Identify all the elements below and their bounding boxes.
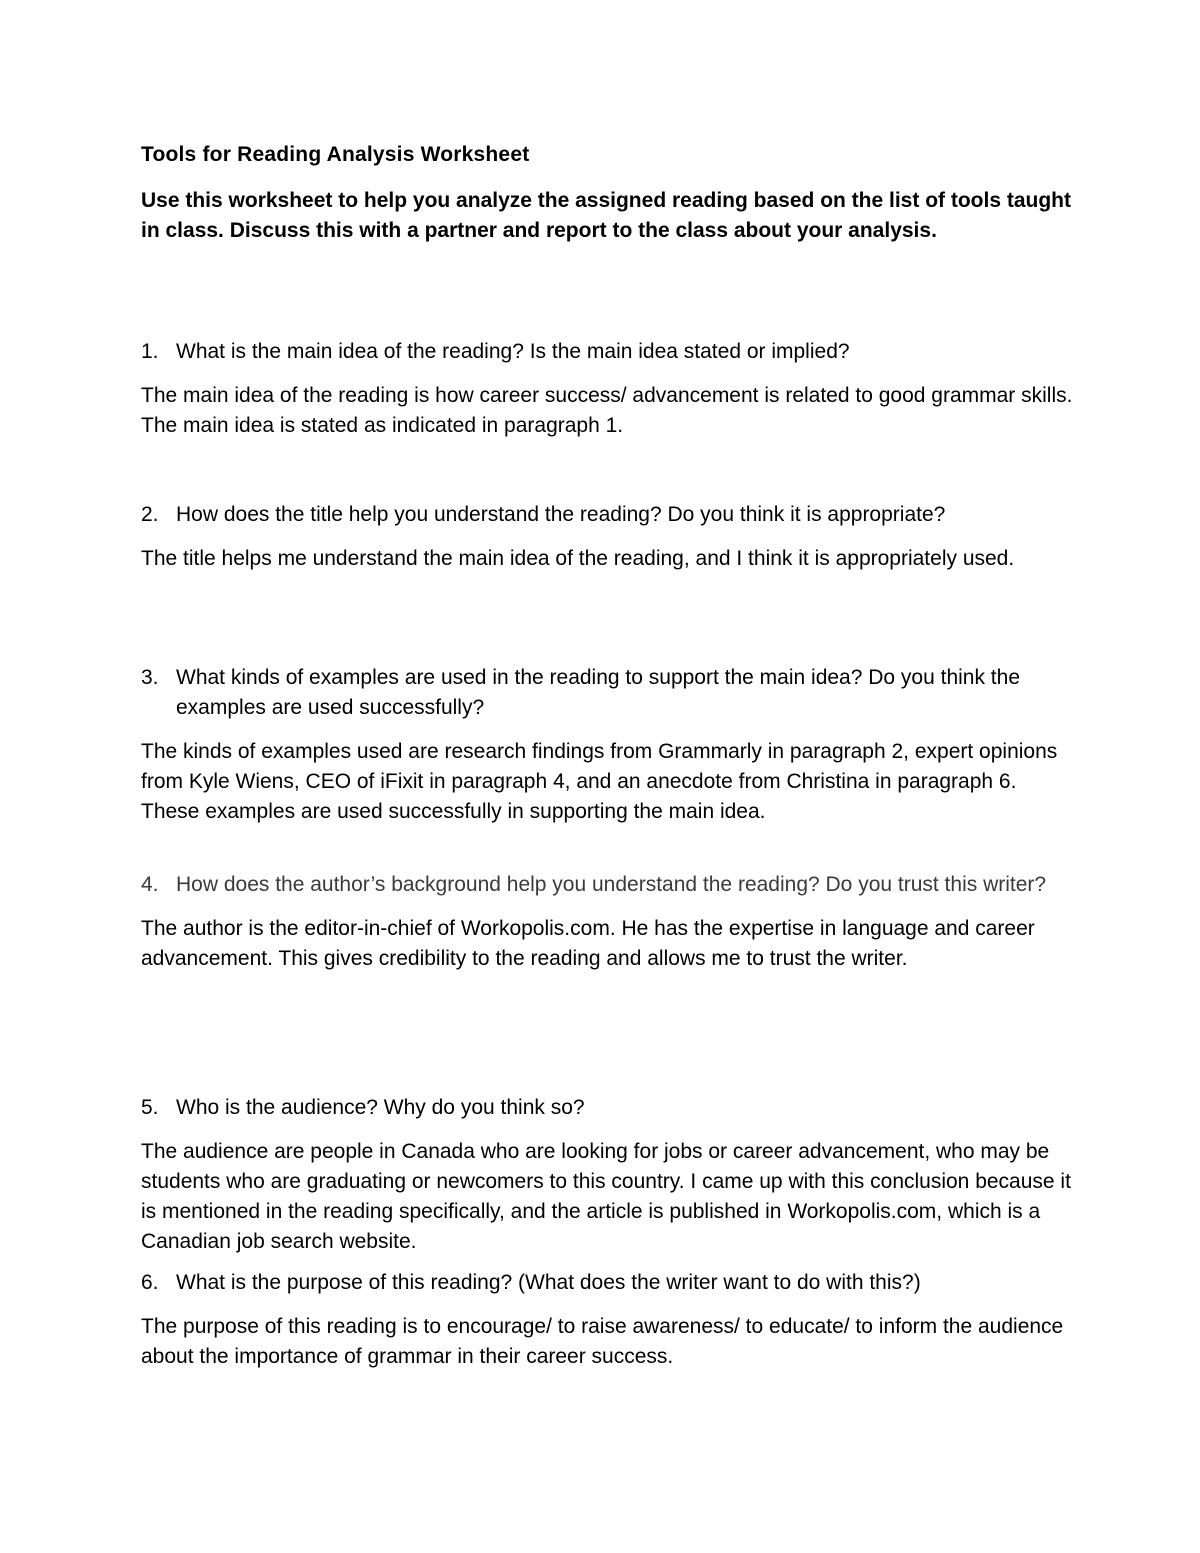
question-number: 1.	[141, 340, 159, 363]
question-block-4	[141, 870, 1076, 974]
question-2	[141, 500, 1076, 530]
question-number: 6.	[141, 1271, 159, 1294]
question-text: What is the purpose of this reading? (What does the writer want to do with this?)	[176, 1271, 921, 1294]
page-title: Tools for Reading Analysis Worksheet	[141, 143, 530, 166]
question-number: 5.	[141, 1096, 159, 1119]
question-block-1	[141, 337, 1076, 441]
question-text: How does the title help you understand the reading? Do you think it is appropriate?	[176, 503, 946, 526]
question-3	[141, 663, 1076, 723]
question-number: 4.	[141, 873, 159, 896]
question-text: How does the author’s background help you understand the reading? Do you trust this writer?	[176, 873, 1047, 896]
instructions: Use this worksheet to help you analyze the assigned reading based on the list of tools taught in class. Discuss this with a partner and report to the class about your analysis.	[141, 189, 1071, 242]
question-text: What kinds of examples are used in the reading to support the main idea? Do you think the examples are used successfully?	[176, 666, 1020, 719]
answer-2: The title helps me understand the main idea of the reading, and I think it is appropriately used.	[141, 547, 1015, 570]
question-block-3	[141, 663, 1076, 827]
answer-5: The audience are people in Canada who are looking for jobs or career advancement, who may be students who are graduating or newcomers to this country. I came up with this conclusion because it is mentioned in the reading specifically, and the article is published in Workopolis.com, which is a Canadian job search website.	[141, 1140, 1071, 1253]
answer-6: The purpose of this reading is to encourage/ to raise awareness/ to educate/ to inform the audience about the importance of grammar in their career success.	[141, 1315, 1064, 1368]
question-block-6	[141, 1268, 1076, 1372]
question-6	[141, 1268, 1076, 1298]
question-4	[141, 870, 1076, 900]
question-text: Who is the audience? Why do you think so?	[176, 1096, 585, 1119]
answer-1: The main idea of the reading is how career success/ advancement is related to good grammar skills. The main idea is stated as indicated in paragraph 1.	[141, 384, 1073, 437]
question-5	[141, 1093, 1076, 1123]
answer-4: The author is the editor-in-chief of Workopolis.com. He has the expertise in language and career advancement. This gives credibility to the reading and allows me to trust the writer.	[141, 917, 1035, 970]
answer-3: The kinds of examples used are research findings from Grammarly in paragraph 2, expert opinions from Kyle Wiens, CEO of iFixit in paragraph 4, and an anecdote from Christina in paragraph 6. These examples are used successfully in supporting the main idea.	[141, 740, 1058, 823]
question-text: What is the main idea of the reading? Is the main idea stated or implied?	[176, 340, 850, 363]
question-1	[141, 337, 1076, 367]
question-block-5	[141, 1093, 1076, 1257]
question-number: 3.	[141, 666, 159, 689]
question-block-2	[141, 500, 1076, 574]
question-number: 2.	[141, 503, 159, 526]
